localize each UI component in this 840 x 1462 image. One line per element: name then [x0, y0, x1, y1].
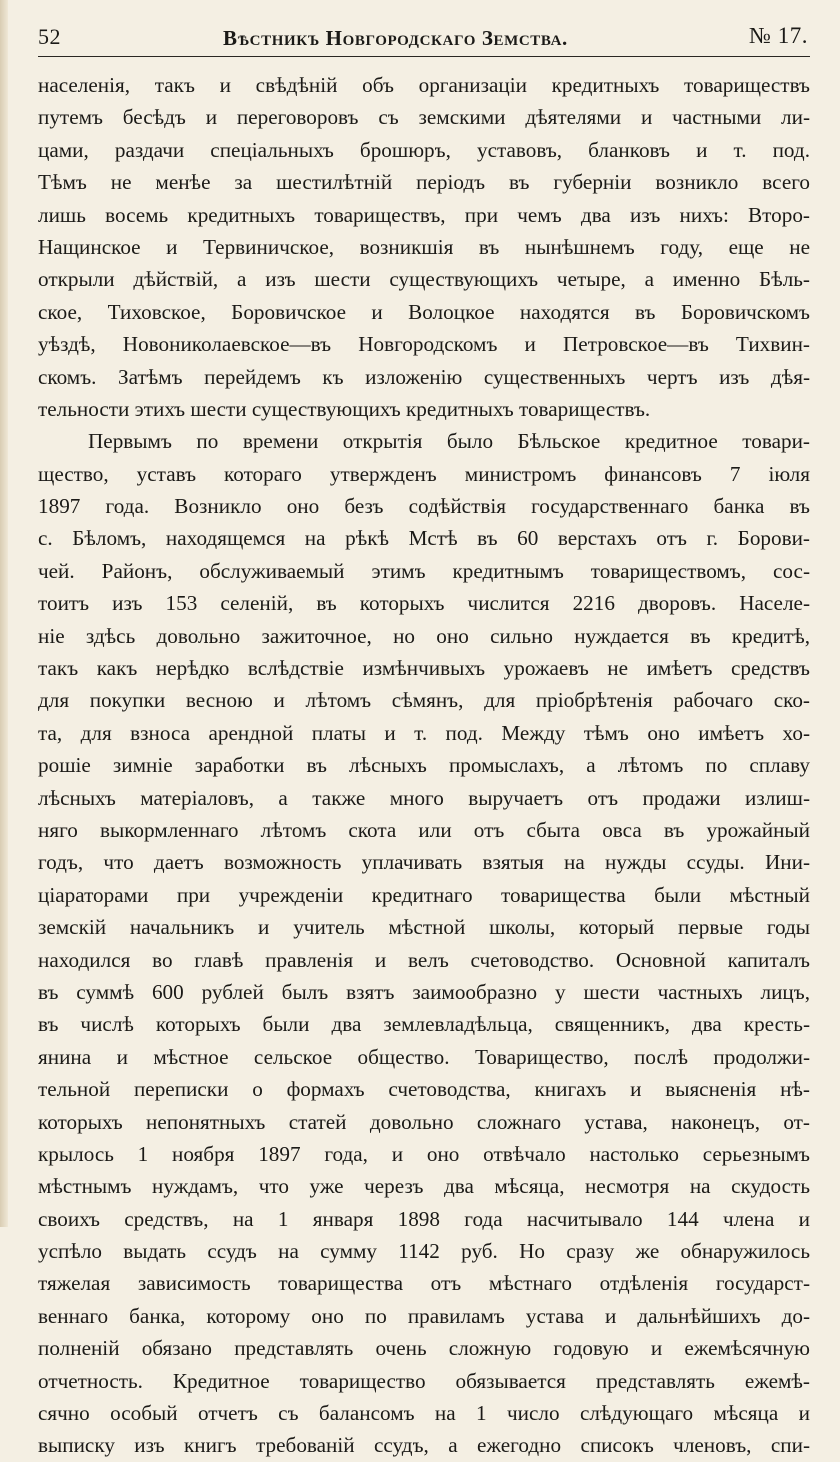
- header-rule: [38, 56, 810, 57]
- text-line: открыли дѣйствій, а изъ шести существующихъ четыре, а именно Бѣль-: [38, 267, 810, 292]
- text-line: ціараторами при учрежденіи кредитнаго товарищества были мѣстный: [38, 882, 810, 907]
- text-line: уѣздѣ, Новониколаевское—въ Новгородскомъ и Петровское—въ Тихвин-: [38, 332, 810, 357]
- text-line: для покупки весною и лѣтомъ сѣмянъ, для пріобрѣтенія рабочаго ско-: [38, 688, 810, 713]
- body-text: [38, 69, 810, 1462]
- text-line: Тѣмъ не менѣе за шестилѣтній періодъ въ губерніи возникло всего: [38, 170, 810, 195]
- text-line: ніе здѣсь довольно зажиточное, но оно сильно нуждается въ кредитѣ,: [38, 623, 810, 648]
- text-line: няго выкормленнаго лѣтомъ скота или отъ сбыта овса въ урожайный: [38, 817, 810, 842]
- text-line: скомъ. Затѣмъ перейдемъ къ изложенію существенныхъ чертъ изъ дѣя-: [38, 364, 810, 389]
- text-line: рошіе зимніе заработки въ лѣсныхъ промыслахъ, а лѣтомъ по сплаву: [38, 753, 810, 778]
- text-line: тоитъ изъ 153 селеній, въ которыхъ числится 2216 дворовъ. Населе-: [38, 591, 810, 616]
- text-line: сячно особый отчетъ съ балансомъ на 1 число слѣдующаго мѣсяца и: [38, 1401, 810, 1426]
- text-line: такъ какъ нерѣдко вслѣдствіе измѣнчивыхъ урожаевъ не имѣетъ средствъ: [38, 656, 810, 681]
- text-line: лишь восемь кредитныхъ товариществъ, при чемъ два изъ нихъ: Второ-: [38, 202, 810, 227]
- text-line: земскій начальникъ и учитель мѣстной школы, который первые годы: [38, 915, 810, 940]
- text-line: щество, уставъ котораго утвержденъ министромъ финансовъ 7 іюля: [38, 461, 810, 486]
- text-line: полненій обязано представлять очень сложную годовую и ежемѣсячную: [38, 1336, 810, 1361]
- paragraph-first-line: Первымъ по времени открытія было Бѣльское кредитное товари-: [88, 429, 810, 454]
- text-line: лѣсныхъ матеріаловъ, а также много выручаетъ отъ продажи излиш-: [38, 785, 810, 810]
- page-number: 52: [38, 24, 61, 49]
- text-line: тяжелая зависимость товарищества отъ мѣстнаго отдѣленія государст-: [38, 1271, 810, 1296]
- text-line: цами, раздачи спеціальныхъ брошюръ, уставовъ, бланковъ и т. под.: [38, 137, 810, 162]
- page-edge-shadow: [0, 0, 8, 1227]
- text-line: та, для взноса арендной платы и т. под. Между тѣмъ оно имѣетъ хо-: [38, 720, 810, 745]
- text-line: ское, Тиховское, Боровичское и Волоцкое находятся въ Боровичскомъ: [38, 299, 810, 324]
- text-line: успѣло выдать ссудъ на сумму 1142 руб. Но сразу же обнаружилось: [38, 1239, 810, 1264]
- text-line: выписку изъ книгъ требованій ссудъ, а ежегодно списокъ членовъ, спи-: [38, 1433, 810, 1458]
- text-line: янина и мѣстное сельское общество. Товарищество, послѣ продолжи-: [38, 1044, 810, 1069]
- text-line: путемъ бесѣдъ и переговоровъ съ земскими дѣятелями и частными ли-: [38, 105, 810, 130]
- text-line: отчетность. Кредитное товарищество обязывается представлять ежемѣ-: [38, 1368, 810, 1393]
- running-header: [38, 22, 810, 56]
- text-line: годъ, что даетъ возможность уплачивать взятыя на нужды ссуды. Ини-: [38, 850, 810, 875]
- journal-title: Вѣстникъ Новгородскаго Земства.: [223, 26, 568, 50]
- text-line: населенія, такъ и свѣдѣній объ организаціи кредитныхъ товариществъ: [38, 73, 810, 97]
- text-line: которыхъ непонятныхъ статей довольно сложнаго устава, наконецъ, от-: [38, 1109, 810, 1134]
- text-line: веннаго банка, которому оно по правиламъ устава и дальнѣйшихъ до-: [38, 1303, 810, 1328]
- text-line: своихъ средствъ, на 1 января 1898 года насчитывало 144 члена и: [38, 1206, 810, 1231]
- text-line: въ числѣ которыхъ были два землевладѣльца, священникъ, два кресть-: [38, 1012, 810, 1037]
- text-line: мѣстнымъ нуждамъ, что уже черезъ два мѣсяца, несмотря на скудость: [38, 1174, 810, 1199]
- text-line: тельной переписки о формахъ счетоводства, книгахъ и выясненія нѣ-: [38, 1077, 810, 1102]
- text-line: находился во главѣ правленія и велъ счетоводство. Основной капиталъ: [38, 947, 810, 972]
- text-line: крылось 1 ноября 1897 года, и оно отвѣчало настолько серьезнымъ: [38, 1141, 810, 1166]
- issue-number: № 17.: [749, 23, 808, 48]
- text-line: 1897 года. Возникло оно безъ содѣйствія государственнаго банка въ: [38, 494, 810, 519]
- text-line: тельности этихъ шести существующихъ кредитныхъ товариществъ.: [38, 396, 651, 421]
- text-line: въ суммѣ 600 рублей былъ взятъ заимообразно у шести частныхъ лицъ,: [38, 979, 810, 1004]
- text-line: чей. Районъ, обслуживаемый этимъ кредитнымъ товариществомъ, сос-: [38, 558, 810, 583]
- text-line: Нащинское и Тервиничское, возникшія въ нынѣшнемъ году, еще не: [38, 234, 810, 259]
- text-line: с. Бѣломъ, находящемся на рѣкѣ Мстѣ въ 60 верстахъ отъ г. Борови-: [38, 526, 810, 551]
